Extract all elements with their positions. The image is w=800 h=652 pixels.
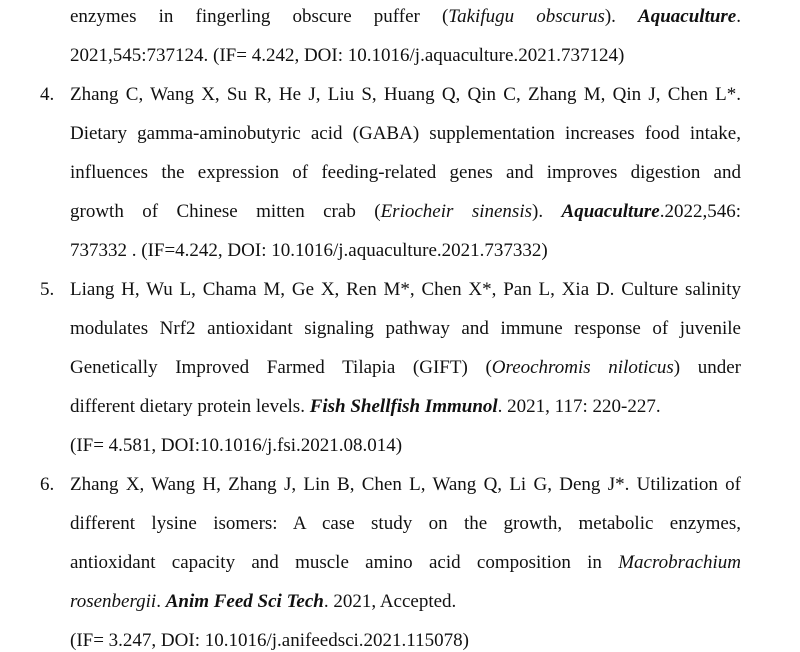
reference-number: 6. [40,474,55,495]
ref-text: ) under [673,357,741,378]
reference-line [70,591,741,613]
reference-line [70,396,741,418]
reference-line [70,240,741,262]
ref-text: different dietary protein levels. [70,396,310,417]
ref-text: Liang H, Wu L, Chama M, Ge X, Ren M*, Chen X*, Pan L, Xia D. Culture salinity [70,279,741,300]
reference-line [70,162,741,184]
ref-text: (IF= 4.581, DOI:10.1016/j.fsi.2021.08.014) [70,435,403,456]
ref-text: . 2021, 117: 220-227. [497,396,661,417]
reference-line [70,279,741,301]
reference-line [70,123,741,145]
journal-name: Fish Shellfish Immunol [309,396,498,417]
ref-text: Zhang X, Wang H, Zhang J, Lin B, Chen L, Wang Q, Li G, Deng J*. Utilization of [70,474,741,495]
ref-text: ). [532,201,562,222]
reference-line [70,630,741,652]
species-name: Eriocheir sinensis [380,201,532,222]
reference-line [70,318,741,340]
species-name: rosenbergii [70,591,157,612]
species-name: Takifugu obscurus [448,6,605,27]
reference-line [70,45,741,67]
ref-text: Dietary gamma-aminobutyric acid (GABA) supplementation increases food intake, [70,123,741,144]
reference-line [70,6,741,28]
reference-line [70,435,741,457]
ref-text: enzymes in fingerling obscure puffer ( [70,6,449,27]
ref-text: ). [604,6,639,27]
ref-text: . 2021, Accepted. [323,591,457,612]
journal-name: Aquaculture [561,201,660,222]
ref-text: Genetically Improved Farmed Tilapia (GIFT) ( [70,357,492,378]
reference-line [70,474,741,496]
reference-line [70,201,741,223]
ref-text: 737332 . (IF=4.242, DOI: 10.1016/j.aquaculture.2021.737332) [70,240,548,261]
reference-number: 5. [40,279,55,300]
species-name: Oreochromis niloticus [491,357,674,378]
reference-number: 4. [40,84,55,105]
ref-text: 2021,545:737124. (IF= 4.242, DOI: 10.1016/j.aquaculture.2021.737124) [70,45,625,66]
ref-text: growth of Chinese mitten crab ( [70,201,381,222]
ref-text: different lysine isomers: A case study on the growth, metabolic enzymes, [70,513,741,534]
reference-line [70,357,741,379]
reference-line [70,552,741,574]
ref-text: .2022,546: [659,201,741,222]
journal-name: Aquaculture [638,6,737,27]
ref-text: modulates Nrf2 antioxidant signaling pathway and immune response of juvenile [70,318,741,339]
ref-text: antioxidant capacity and muscle amino acid composition in [70,552,619,573]
reference-line [70,513,741,535]
ref-text: . [736,6,741,27]
reference-line [70,84,741,106]
ref-text: influences the expression of feeding-related genes and improves digestion and [70,162,741,183]
ref-text: Zhang C, Wang X, Su R, He J, Liu S, Huang Q, Qin C, Zhang M, Qin J, Chen L*. [70,84,741,105]
ref-text: . [156,591,166,612]
species-name: Macrobrachium [618,552,741,573]
journal-name: Anim Feed Sci Tech [165,591,324,612]
ref-text: (IF= 3.247, DOI: 10.1016/j.anifeedsci.2021.115078) [70,630,469,651]
